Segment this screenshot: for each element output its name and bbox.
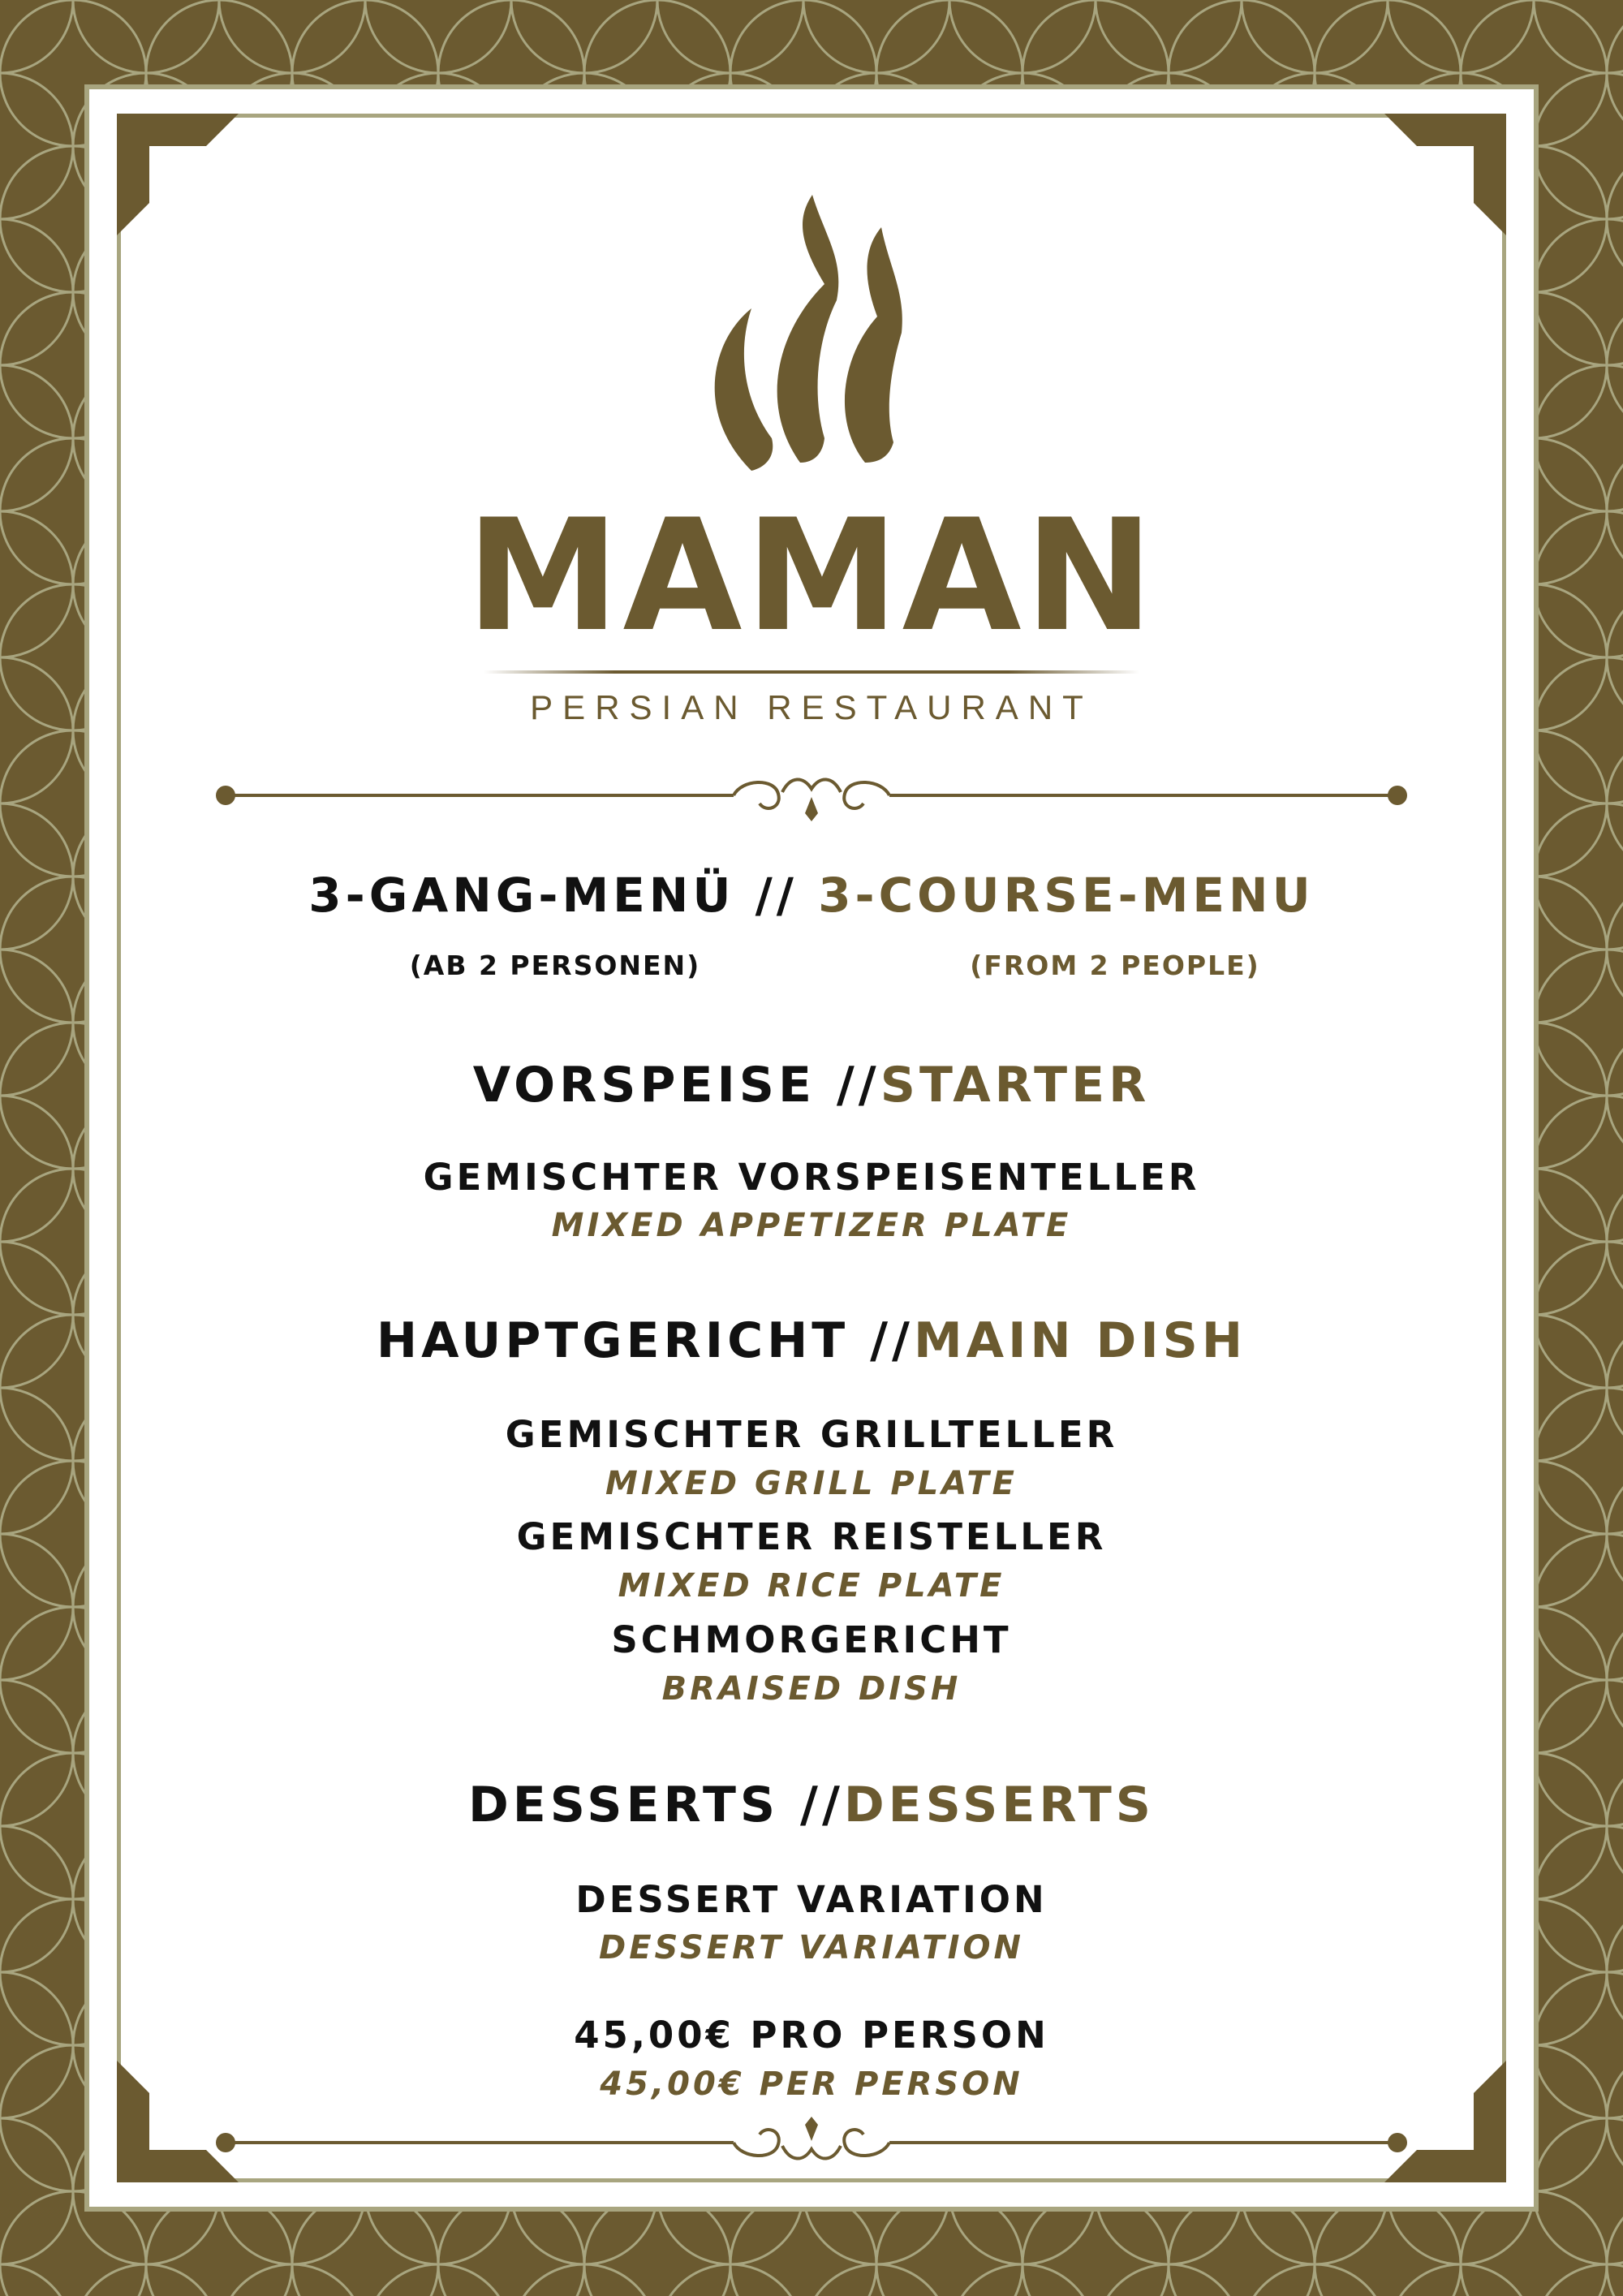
section-heading-desserts-en: DESSERTS: [843, 1777, 1156, 1833]
ornamental-divider-bottom: [214, 2094, 1409, 2191]
section-heading-main-en: MAIN DISH: [913, 1312, 1247, 1369]
menu-note-de: (AB 2 PERSONEN): [409, 950, 701, 981]
dish-translation: MIXED RICE PLATE: [618, 1567, 1005, 1605]
menu-title-de: 3-GANG-MENÜ //: [308, 868, 798, 923]
dish-translation: DESSERT VARIATION: [599, 1929, 1024, 1966]
menu-title-en: 3-COURSE-MENU: [818, 868, 1315, 923]
section-heading-starter: [117, 1057, 1506, 1114]
menu-note-en: (FROM 2 PEOPLE): [970, 950, 1260, 981]
dish-translation: BRAISED DISH: [661, 1670, 962, 1708]
dish-name: DESSERT VARIATION: [575, 1878, 1048, 1921]
menu-title: [117, 868, 1506, 923]
section-heading-desserts: [117, 1777, 1506, 1833]
dish-name: SCHMORGERICHT: [611, 1618, 1012, 1661]
dish-translation: MIXED GRILL PLATE: [605, 1465, 1018, 1502]
dish-name: GEMISCHTER REISTELLER: [516, 1515, 1107, 1558]
section-heading-desserts-de: DESSERTS //: [467, 1777, 844, 1833]
section-heading-main-de: HAUPTGERICHT //: [376, 1312, 914, 1369]
menu-content: [117, 114, 1506, 2182]
dish-translation: MIXED APPETIZER PLATE: [551, 1207, 1072, 1244]
flame-icon: [703, 195, 920, 471]
ornamental-divider-top: [214, 747, 1409, 844]
price-en: 45,00€ PER PERSON: [600, 2066, 1023, 2103]
price-de: 45,00€ PRO PERSON: [574, 2014, 1049, 2057]
dish-name: GEMISCHTER VORSPEISENTELLER: [423, 1156, 1200, 1199]
logo-underline: [484, 670, 1139, 674]
section-heading-starter-de: VORSPEISE //: [472, 1057, 880, 1114]
restaurant-logo-name: MAMAN: [466, 486, 1157, 666]
section-heading-starter-en: STARTER: [880, 1057, 1151, 1114]
dish-name: GEMISCHTER GRILLTELLER: [505, 1413, 1118, 1456]
section-heading-main: [117, 1312, 1506, 1369]
restaurant-tagline: PERSIAN RESTAURANT: [530, 688, 1093, 726]
